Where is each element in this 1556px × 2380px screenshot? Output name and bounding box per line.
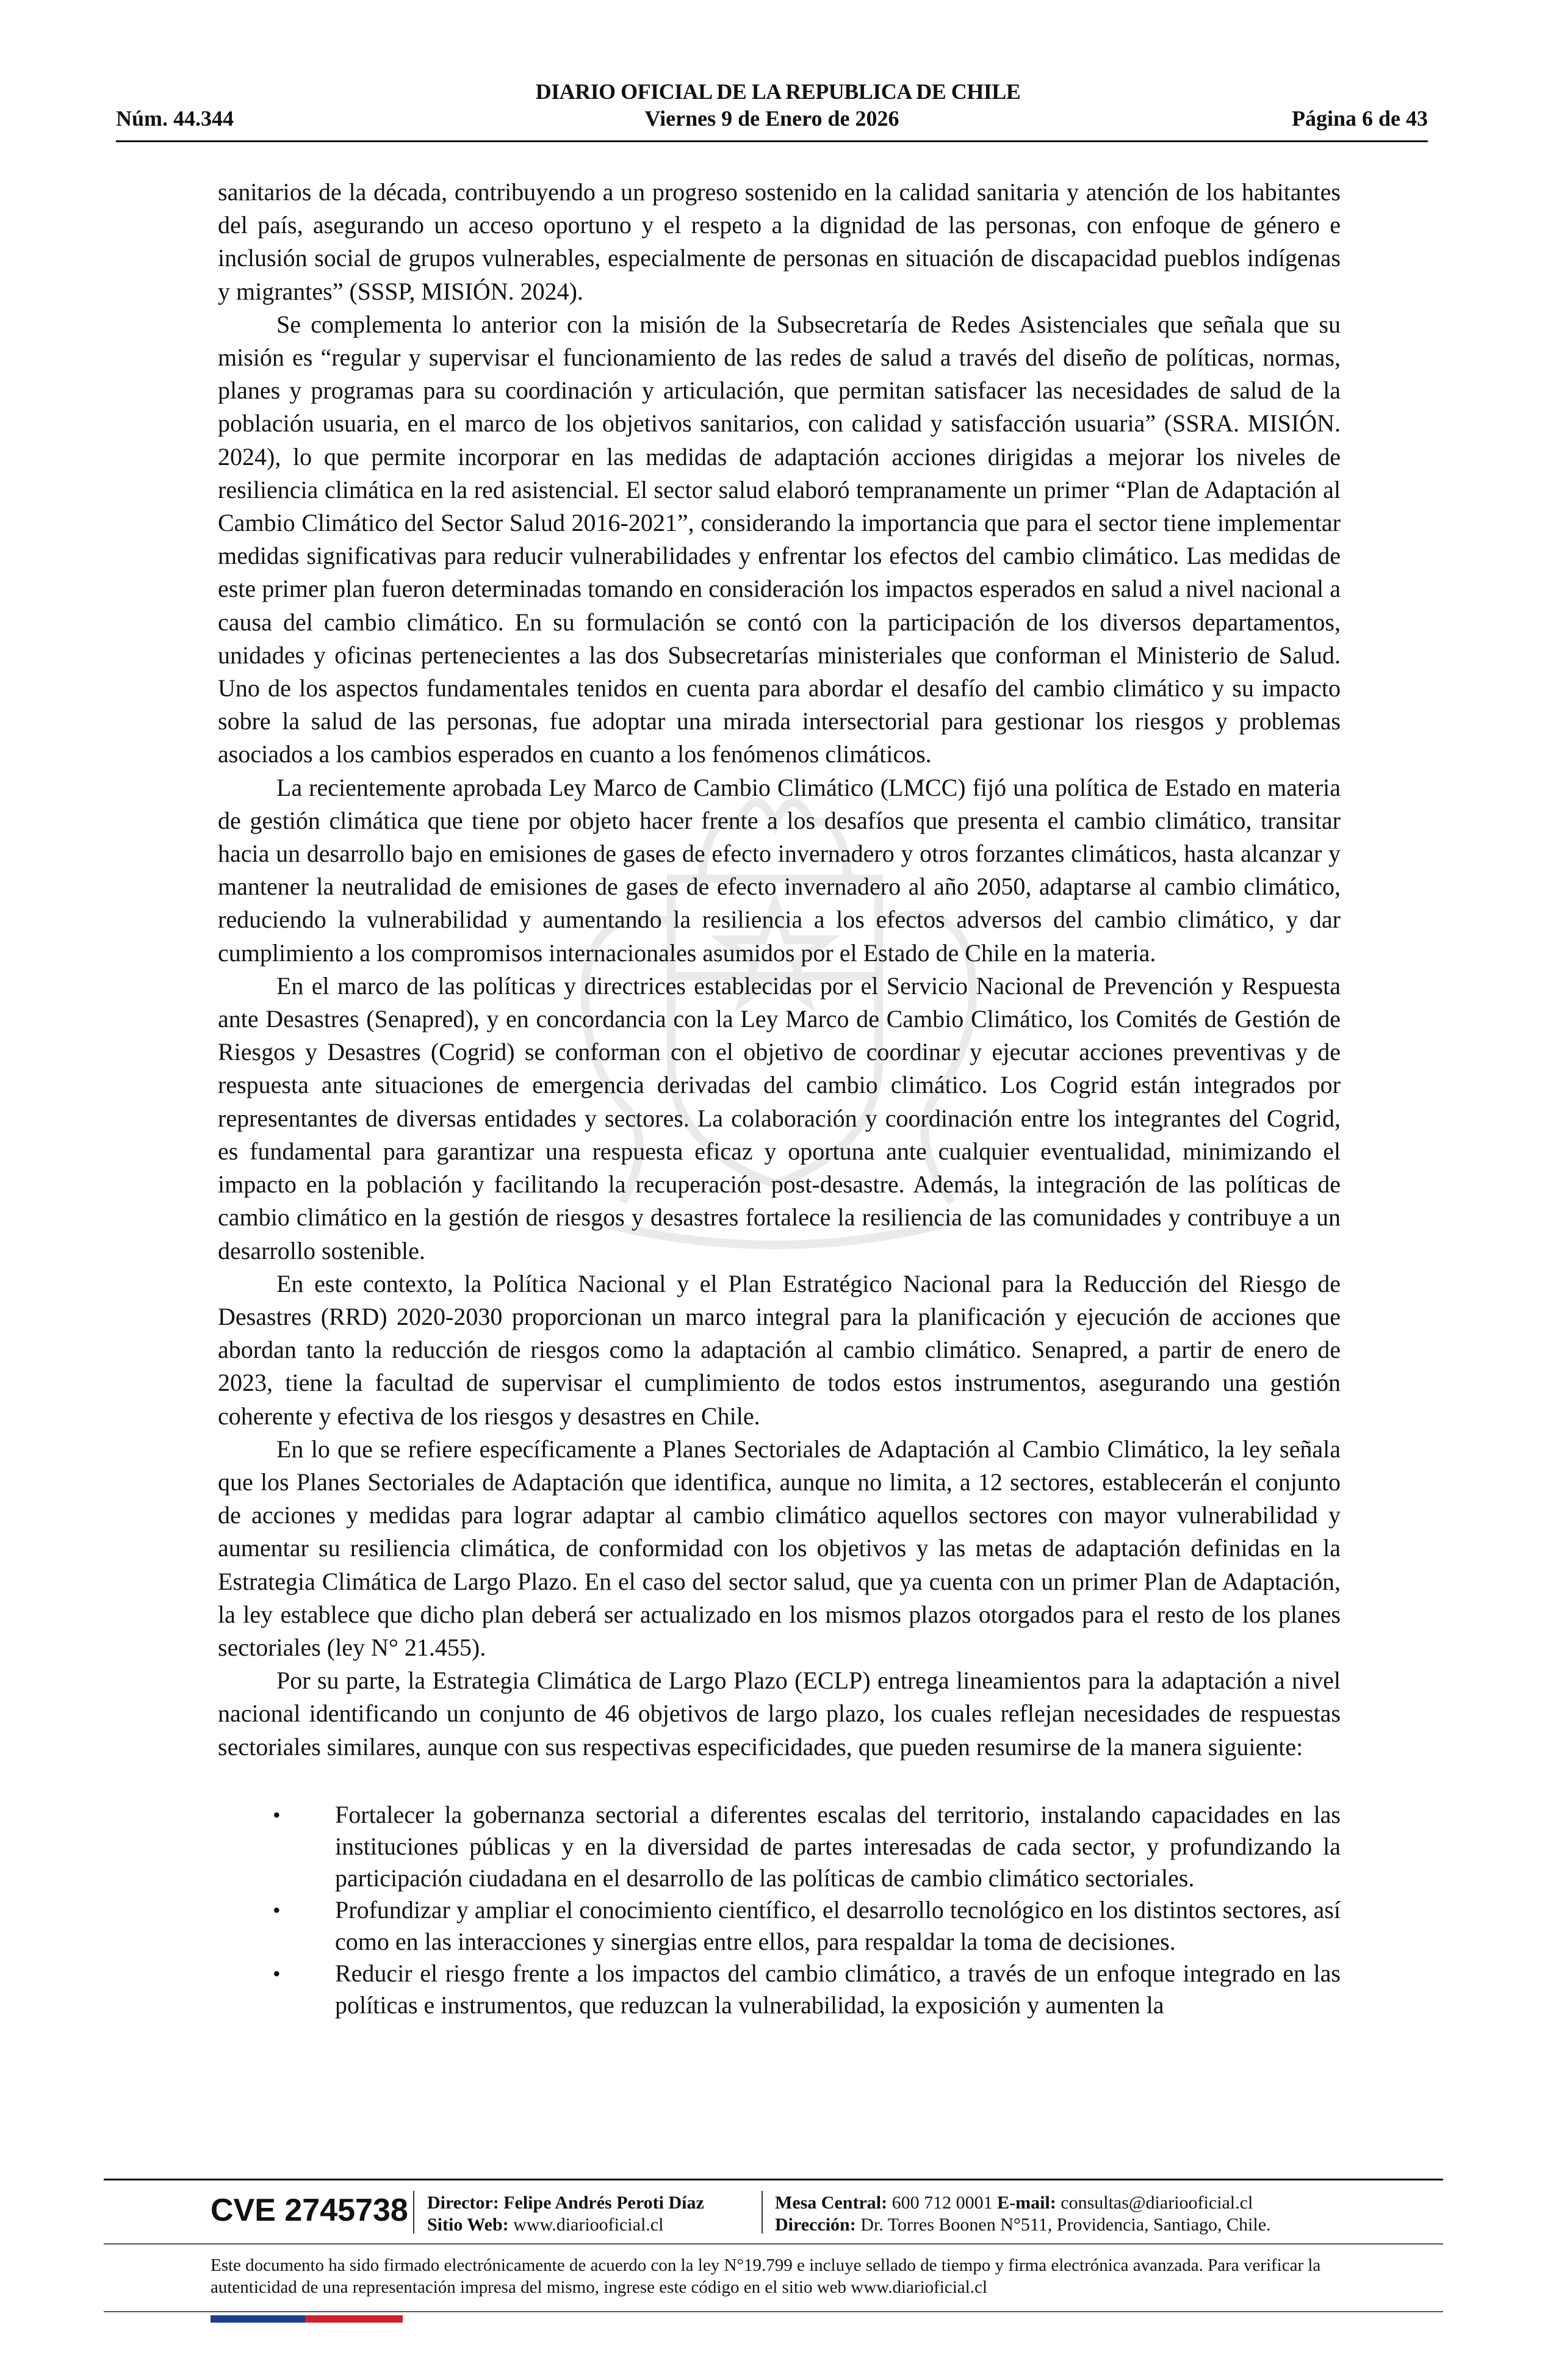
issue-number: Núm. 44.344 <box>116 106 234 131</box>
flag-stripe-red <box>305 2315 403 2323</box>
list-item <box>218 1799 1341 1894</box>
objectives-list <box>218 1799 1341 2021</box>
footer-divider <box>104 2243 1443 2245</box>
phone-number: 600 712 0001 <box>891 2193 993 2213</box>
footer-divider <box>104 2179 1443 2180</box>
paragraph: Por su parte, la Estrategia Climática de Largo Plazo (ECLP) entrega lineamientos para la adaptación a nivel nacional identificando un conjunto de 46 objetivos de largo plazo, los cuales reflejan necesidades de respuestas sectoriales similares, aunque con sus respectivas especificidades, que pueden resumirse de la manera siguiente: <box>218 1667 1341 1761</box>
list-item-text: Profundizar y ampliar el conocimiento científico, el desarrollo tecnológico en los distintos sectores, así como en las interacciones y sinergias entre ellos, para respaldar la toma de decisiones. <box>335 1895 1341 1955</box>
list-item-text: Fortalecer la gobernanza sectorial a diferentes escalas del territorio, instalando capacidades en las instituciones públicas y en la diversidad de partes interesadas de cada sector, y profundizando la participación ciudadana en el desarrollo de las políticas de cambio climático sectoriales. <box>335 1800 1341 1892</box>
site-link[interactable]: www.diariooficial.cl <box>513 2215 664 2235</box>
footer-contact-block <box>775 2192 1271 2236</box>
paragraph: En este contexto, la Política Nacional y el Plan Estratégico Nacional para la Reducción del Riesgo de Desastres (RRD) 2020-2030 proporcionan un marco integral para la planificación y ejecución de acciones que abordan tanto la reducción de riesgos como la adaptación al cambio climático. Senapred, a partir de enero de 2023, tiene la facultad de supervisar el cumplimiento de todos estos instrumentos, asegurando una gestión coherente y efectiva de los riesgos y desastres en Chile. <box>218 1269 1341 1430</box>
paragraph: La recientemente aprobada Ley Marco de Cambio Climático (LMCC) fijó una política de Estado en materia de gestión climática que tiene por objeto hacer frente a los desafíos que presenta el cambio climático, transitar hacia un desarrollo bajo en emisiones de gases de efecto invernadero y otros forzantes climáticos, hasta alcanzar y mantener la neutralidad de emisiones de gases de efecto invernadero al año 2050, adaptarse al cambio climático, reduciendo la vulnerabilidad y aumentando la resiliencia a los efectos adversos del cambio climático, y dar cumplimiento a los compromisos internacionales asumidos por el Estado de Chile en la materia. <box>218 773 1341 967</box>
list-item <box>218 1958 1341 2021</box>
list-item-text: Reducir el riesgo frente a los impactos del cambio climático, a través de un enfoque integrado en las políticas e instrumentos, que reduzcan la vulnerabilidad, la exposición y aumenten la <box>335 1959 1341 2019</box>
bullet-icon: • <box>273 1802 281 1827</box>
bullet-icon: • <box>273 1897 281 1922</box>
signature-notice: Este documento ha sido firmado electrónicamente de acuerdo con la ley N°19.799 e incluye sellado de tiempo y firma electrónica avanzada. Para verificar la autenticidad de una representación impresa del mismo, ingrese este código en el sitio web www.diarioficial.cl <box>211 2256 1321 2297</box>
paragraph: sanitarios de la década, contribuyendo a un progreso sostenido en la calidad sanitaria y atención de los habitantes del país, asegurando un acceso oportuno y el respeto a la dignidad de las personas, con enfoque de género e inclusión social de grupos vulnerables, especialmente de personas en situación de discapacidad pueblos indígenas y migrantes” (SSSP, MISIÓN. 2024). <box>218 178 1341 305</box>
paragraph: Se complementa lo anterior con la misión de la Subsecretaría de Redes Asistenciales que señala que su misión es “regular y supervisar el funcionamiento de las redes de salud a través del diseño de políticas, normas, planes y programas para su coordinación y articulación, que permitan satisfacer las necesidades de salud de la población usuaria, en el marco de los objetivos sanitarios, con calidad y satisfacción usuaria” (SSRA. MISIÓN. 2024), lo que permite incorporar en las medidas de adaptación acciones dirigidas a mejorar los niveles de resiliencia climática en la red asistencial. El sector salud elaboró tempranamente un primer “Plan de Adaptación al Cambio Climático del Sector Salud 2016-2021”, considerando la importancia que para el sector tiene implementar medidas significativas para reducir vulnerabilidades y enfrentar los efectos del cambio climático. Las medidas de este primer plan fueron determinadas tomando en consideración los impactos esperados en salud a nivel nacional a causa del cambio climático. En su formulación se contó con la participación de los diversos departamentos, unidades y oficinas pertenecientes a las dos Subsecretarías ministeriales que conforman el Ministerio de Salud. Uno de los aspectos fundamentales tenidos en cuenta para abordar el desafío del cambio climático y su impacto sobre la salud de las personas, fue adoptar una mirada intersectorial para gestionar los riesgos y problemas asociados a los cambios esperados en cuanto a los fenómenos climáticos. <box>218 310 1341 768</box>
flag-stripe-blue <box>211 2315 305 2323</box>
bullet-icon: • <box>273 1961 281 1986</box>
header-row <box>116 105 1428 132</box>
cve-code: CVE 2745738 <box>211 2193 408 2228</box>
footer-separator <box>762 2191 763 2234</box>
site-label: Sitio Web: <box>427 2215 509 2235</box>
paragraph: En lo que se refiere específicamente a Planes Sectoriales de Adaptación al Cambio Climático, la ley señala que los Planes Sectoriales de Adaptación que identifica, aunque no limita, a 12 sectores, establecerán el conjunto de acciones y medidas para lograr adaptar al cambio climático aquellos sectores con mayor vulnerabilidad y aumentar su resiliencia climática, de conformidad con los objetivos y las metas de adaptación definidas en la Estrategia Climática de Largo Plazo. En el caso del sector salud, que ya cuenta con un primer Plan de Adaptación, la ley establece que dicho plan deberá ser actualizado en los mismos plazos otorgados para el resto de los planes sectoriales (ley N° 21.455). <box>218 1435 1341 1661</box>
director-label: Director: <box>427 2193 499 2213</box>
email-link[interactable]: consultas@diariooficial.cl <box>1061 2193 1253 2213</box>
footer-divider <box>104 2311 1443 2312</box>
gazette-title: DIARIO OFICIAL DE LA REPUBLICA DE CHILE <box>535 79 1021 104</box>
page-indicator: Página 6 de 43 <box>1291 106 1428 131</box>
list-item <box>218 1894 1341 1958</box>
header-divider <box>116 140 1428 142</box>
address-label: Dirección: <box>775 2215 856 2235</box>
address-text: Dr. Torres Boonen N°511, Providencia, Santiago, Chile. <box>860 2215 1271 2235</box>
phone-label: Mesa Central: <box>775 2193 888 2213</box>
email-label: E-mail: <box>997 2193 1056 2213</box>
footer-separator <box>413 2191 414 2234</box>
director-name: Felipe Andrés Peroti Díaz <box>503 2193 704 2213</box>
footer-director-block <box>427 2192 704 2236</box>
issue-date: Viernes 9 de Enero de 2026 <box>644 106 899 131</box>
document-body <box>218 176 1341 2021</box>
paragraph: En el marco de las políticas y directrices establecidas por el Servicio Nacional de Prevención y Respuesta ante Desastres (Senapred), y en concordancia con la Ley Marco de Cambio Climático, los Comités de Gestión de Riesgos y Desastres (Cogrid) se conforman con el objetivo de coordinar y ejecutar acciones preventivas y de respuesta ante situaciones de emergencia derivadas del cambio climático. Los Cogrid están integrados por representantes de diversas entidades y sectores. La colaboración y coordinación entre los integrantes del Cogrid, es fundamental para garantizar una respuesta eficaz y oportuna ante cualquier eventualidad, minimizando el impacto en la población y facilitando la recuperación post-desastre. Además, la integración de las políticas de cambio climático en la gestión de riesgos y desastres fortalece la resiliencia de las comunidades y contribuye a un desarrollo sostenible. <box>218 972 1341 1264</box>
